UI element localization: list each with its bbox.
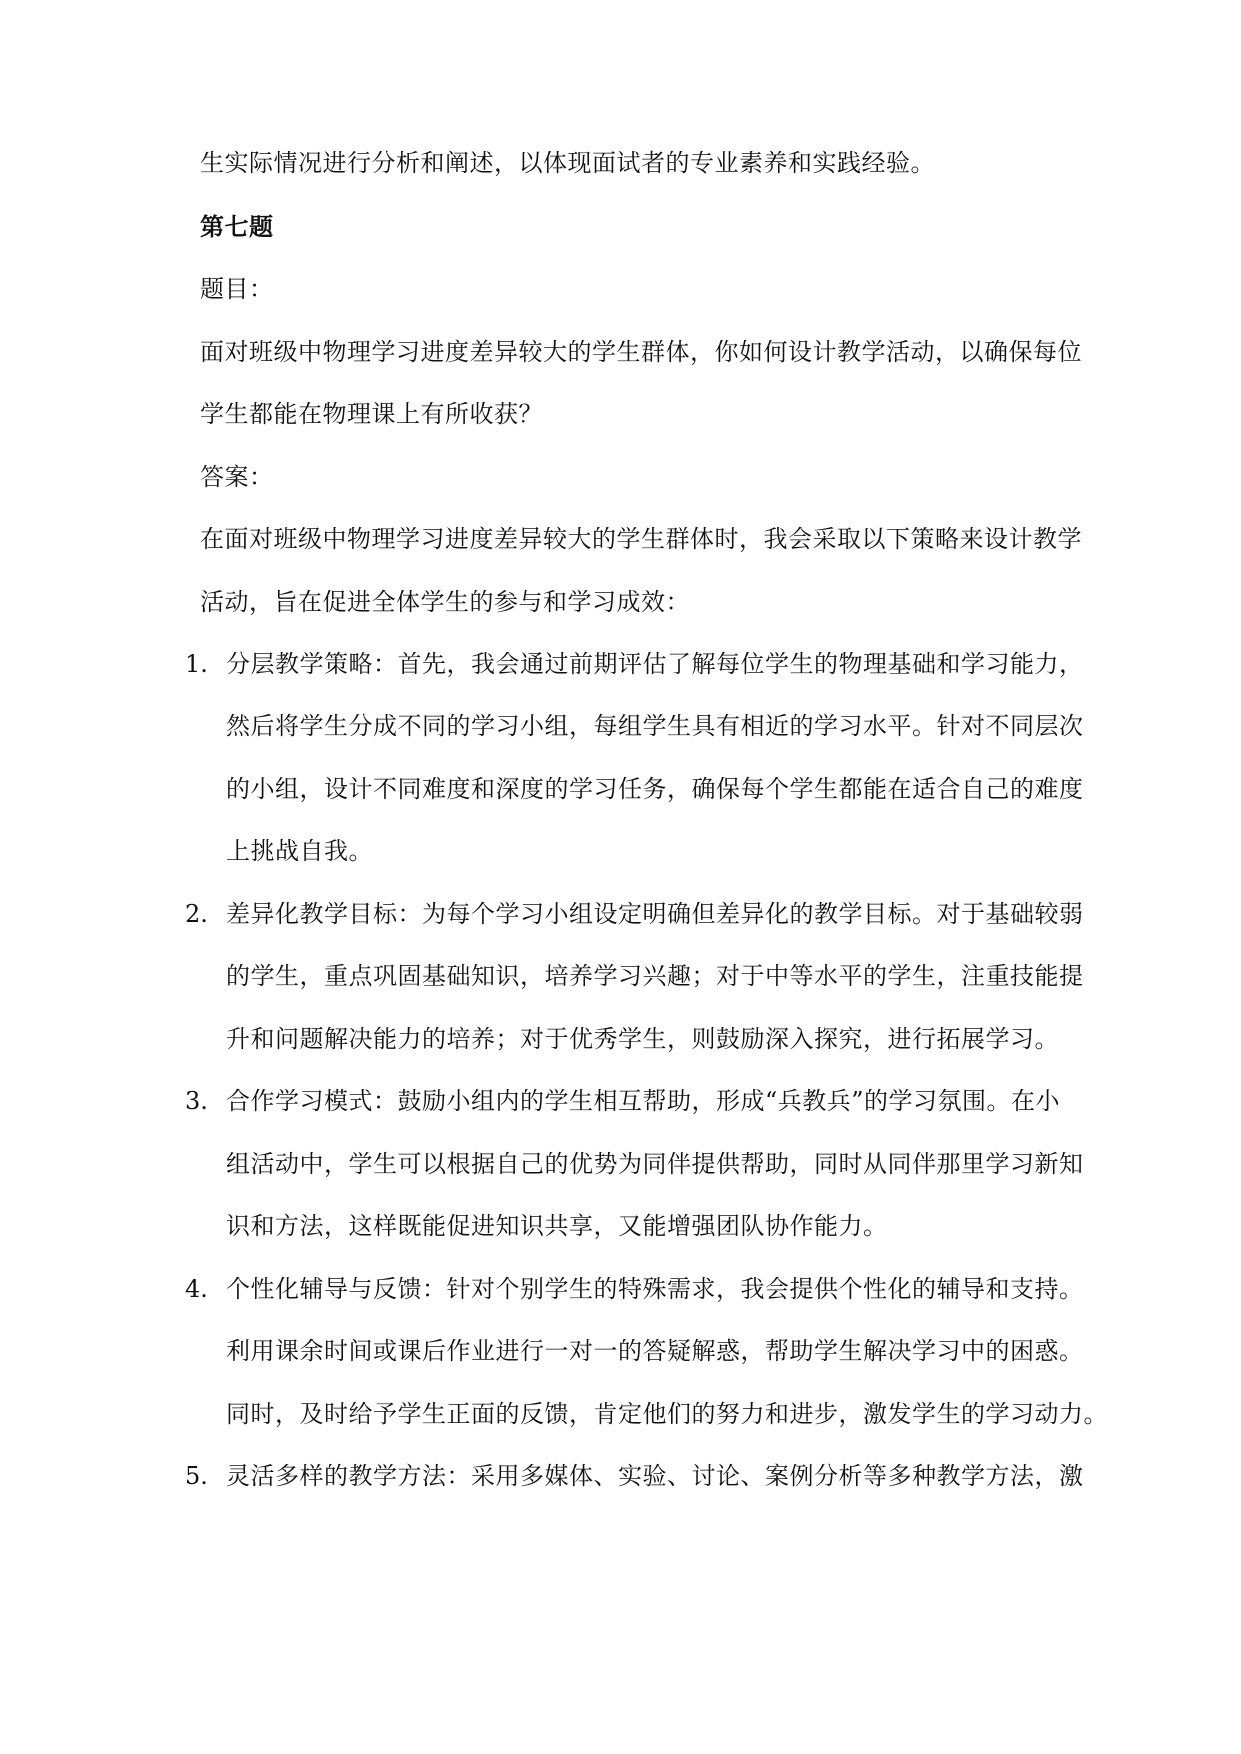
list-item-line: 识和方法，这样既能促进知识共享，又能增强团队协作能力。 — [226, 1212, 888, 1240]
list-item-line: 组活动中，学生可以根据自己的优势为同伴提供帮助，同时从同伴那里学习新知 — [226, 1150, 1084, 1178]
list-item-number: 3. — [185, 1087, 208, 1115]
list-item-line: 上挑战自我。 — [226, 837, 373, 865]
list-item-number: 4. — [185, 1275, 208, 1303]
intro-line: 生实际情况进行分析和阐述，以体现面试者的专业素养和实践经验。 — [200, 149, 935, 177]
section-heading: 第七题 — [200, 212, 274, 241]
list-item-line: 升和问题解决能力的培养；对于优秀学生，则鼓励深入探究，进行拓展学习。 — [226, 1025, 1059, 1053]
list-item-line: 分层教学策略：首先，我会通过前期评估了解每位学生的物理基础和学习能力， — [226, 650, 1084, 678]
answer-label: 答案： — [200, 463, 274, 491]
list-item-line: 然后将学生分成不同的学习小组，每组学生具有相近的学习水平。针对不同层次 — [226, 712, 1084, 740]
list-item-line: 的小组，设计不同难度和深度的学习任务，确保每个学生都能在适合自己的难度 — [226, 775, 1084, 803]
list-item-number: 2. — [185, 900, 208, 928]
list-item-line: 同时，及时给予学生正面的反馈，肯定他们的努力和进步，激发学生的学习动力。 — [226, 1400, 1108, 1428]
list-item-line: 灵活多样的教学方法：采用多媒体、实验、讨论、案例分析等多种教学方法，激 — [226, 1462, 1084, 1490]
answer-line-2: 活动，旨在促进全体学生的参与和学习成效： — [200, 588, 690, 616]
list-item-number: 5. — [185, 1462, 208, 1490]
list-item-line: 利用课余时间或课后作业进行一对一的答疑解惑，帮助学生解决学习中的困惑。 — [226, 1337, 1084, 1365]
question-line-1: 面对班级中物理学习进度差异较大的学生群体，你如何设计教学活动，以确保每位 — [200, 338, 1082, 366]
list-item-line: 的学生，重点巩固基础知识，培养学习兴趣；对于中等水平的学生，注重技能提 — [226, 962, 1084, 990]
question-label: 题目： — [200, 275, 274, 303]
list-item-line: 合作学习模式：鼓励小组内的学生相互帮助，形成“兵教兵”的学习氛围。在小 — [226, 1087, 1061, 1115]
list-item-line: 个性化辅导与反馈：针对个别学生的特殊需求，我会提供个性化的辅导和支持。 — [226, 1275, 1084, 1303]
list-item-line: 差异化教学目标：为每个学习小组设定明确但差异化的教学目标。对于基础较弱 — [226, 900, 1084, 928]
list-item-number: 1. — [185, 650, 208, 678]
answer-line-1: 在面对班级中物理学习进度差异较大的学生群体时，我会采取以下策略来设计教学 — [200, 525, 1082, 553]
question-line-2: 学生都能在物理课上有所收获？ — [200, 400, 543, 428]
